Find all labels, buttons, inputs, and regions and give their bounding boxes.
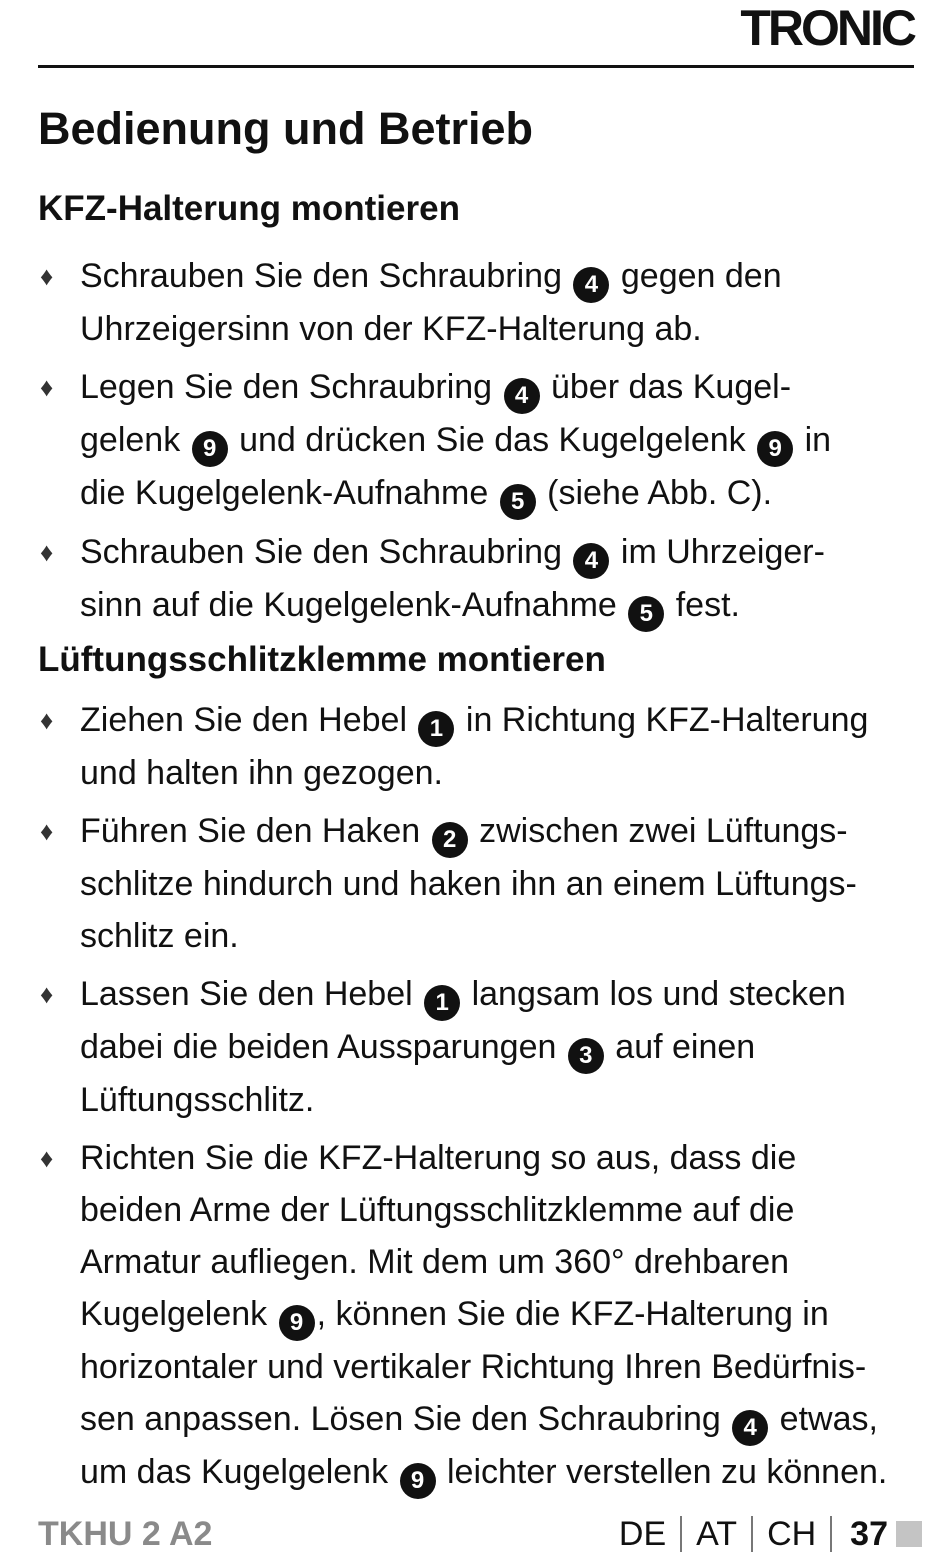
text-segment: gegen den [611,257,782,295]
brand-logo: TRONIC [740,0,914,56]
text-segment: Führen Sie den Haken [80,812,430,850]
diamond-bullet-icon: ♦ [40,816,54,846]
separator [751,1516,753,1552]
instruction-list-kfz-halterung [38,250,918,638]
country-code: AT [696,1515,738,1553]
header-rule [38,65,914,68]
section-title-lueftungsschlitzklemme: Lüftungsschlitzklemme montieren [38,640,606,679]
text-segment: horizontaler und vertikaler Richtung Ihren Bedürfnis- [80,1348,867,1386]
text-segment: und halten ihn gezogen. [80,754,443,792]
text-line [80,1341,918,1393]
text-line [80,1132,918,1184]
text-segment: Armatur aufliegen. Mit dem um 360° drehbaren [80,1243,790,1281]
text-segment: , können Sie die KFZ-Halterung in [316,1295,829,1333]
text-segment: auf einen [605,1028,756,1066]
text-line [80,1021,918,1074]
section-title-kfz-halterung: KFZ-Halterung montieren [38,189,460,228]
part-number-badge: 9 [400,1463,436,1499]
list-item [38,1132,918,1499]
list-item [38,250,918,355]
text-segment: beiden Arme der Lüftungsschlitzklemme auf die [80,1191,795,1229]
text-line [80,694,918,747]
text-line [80,858,918,910]
text-line [80,361,918,414]
footer-model: TKHU 2 A2 [38,1515,213,1553]
text-line [80,467,918,520]
diamond-bullet-icon: ♦ [40,372,54,402]
list-item [38,526,918,632]
text-line [80,1074,918,1126]
part-number-badge: 5 [628,596,664,632]
text-segment: Lassen Sie den Hebel [80,975,423,1013]
text-line [80,1184,918,1236]
text-line [80,250,918,303]
text-line [80,1236,918,1288]
footer-pagination [619,1512,922,1556]
list-item [38,805,918,962]
text-line [80,303,918,355]
diamond-bullet-icon: ♦ [40,537,54,567]
text-segment: fest. [666,586,740,624]
text-line [80,968,918,1021]
country-code: CH [767,1515,817,1553]
part-number-badge: 5 [500,484,536,520]
text-line [80,1446,918,1499]
text-segment: dabei die beiden Aussparungen [80,1028,566,1066]
text-segment: in [795,421,832,459]
text-line [80,526,918,579]
text-segment: Schrauben Sie den Schraubring [80,257,572,295]
text-line [80,910,918,962]
page-number: 37 [850,1515,888,1553]
list-item [38,968,918,1126]
text-segment: leichter verstellen zu können. [437,1453,888,1491]
part-number-badge: 2 [432,822,468,858]
part-number-badge: 4 [732,1410,768,1446]
text-segment: schlitze hindurch und haken ihn an einem Lüftungs- [80,865,857,903]
text-segment: Schrauben Sie den Schraubring [80,533,572,571]
text-segment: Legen Sie den Schraubring [80,368,502,406]
separator [830,1516,832,1552]
text-segment: schlitz ein. [80,917,239,955]
part-number-badge: 9 [279,1305,315,1341]
text-segment: Kugelgelenk [80,1295,277,1333]
separator [680,1516,682,1552]
part-number-badge: 4 [573,543,609,579]
text-line [80,1288,918,1341]
text-segment: sen anpassen. Lösen Sie den Schraubring [80,1400,731,1438]
diamond-bullet-icon: ♦ [40,979,54,1009]
page-title: Bedienung und Betrieb [38,103,533,154]
diamond-bullet-icon: ♦ [40,261,54,291]
text-line [80,1393,918,1446]
part-number-badge: 1 [418,711,454,747]
text-line [80,414,918,467]
instruction-list-lueftungsschlitzklemme [38,694,918,1505]
text-segment: zwischen zwei Lüftungs- [469,812,848,850]
text-segment: im Uhrzeiger- [611,533,825,571]
part-number-badge: 4 [573,267,609,303]
text-line [80,579,918,632]
text-segment: Lüftungsschlitz. [80,1081,315,1119]
country-code: DE [618,1515,667,1553]
page-marker-square [896,1521,922,1547]
diamond-bullet-icon: ♦ [40,705,54,735]
text-segment: sinn auf die Kugelgelenk-Aufnahme [80,586,627,624]
text-line [80,805,918,858]
diamond-bullet-icon: ♦ [40,1143,54,1173]
text-segment: etwas, [770,1400,878,1438]
text-segment: Uhrzeigersinn von der KFZ-Halterung ab. [80,310,702,348]
text-segment: um das Kugelgelenk [80,1453,398,1491]
part-number-badge: 1 [424,985,460,1021]
text-segment: (siehe Abb. C). [537,474,773,512]
text-segment: Richten Sie die KFZ-Halterung so aus, dass die [80,1139,797,1177]
part-number-badge: 3 [568,1038,604,1074]
text-segment: die Kugelgelenk-Aufnahme [80,474,498,512]
part-number-badge: 4 [504,378,540,414]
text-segment: Ziehen Sie den Hebel [80,701,417,739]
text-segment: über das Kugel- [541,368,792,406]
text-segment: in Richtung KFZ-Halterung [456,701,869,739]
list-item [38,694,918,799]
text-segment: gelenk [80,421,190,459]
text-segment: langsam los und stecken [462,975,846,1013]
text-segment: und drücken Sie das Kugelgelenk [229,421,756,459]
text-line [80,747,918,799]
part-number-badge: 9 [192,431,228,467]
part-number-badge: 9 [757,431,793,467]
list-item [38,361,918,520]
